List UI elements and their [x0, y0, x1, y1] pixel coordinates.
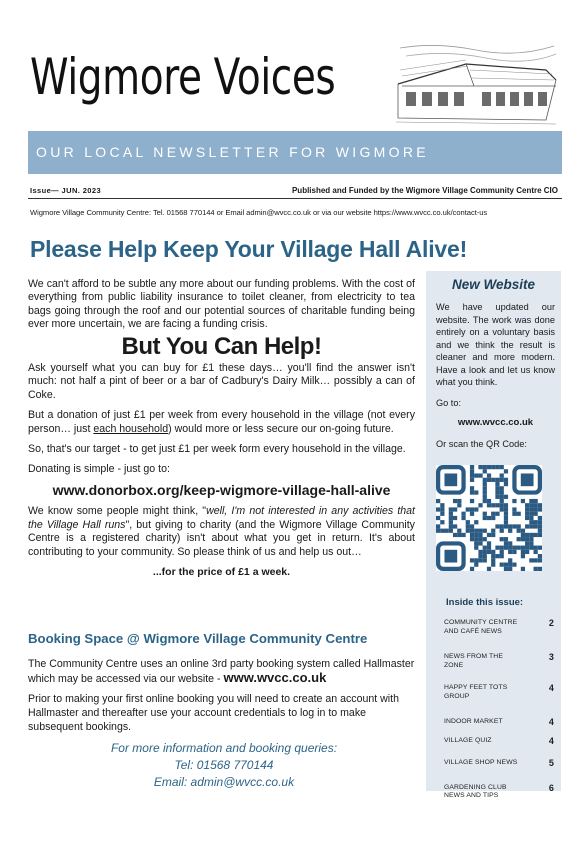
toc-item[interactable]: [444, 619, 554, 636]
info-phone[interactable]: Tel: 01568 770144: [174, 758, 274, 772]
toc-title: Inside this issue:: [446, 597, 524, 608]
website-link[interactable]: www.wvcc.co.uk: [223, 670, 327, 685]
sidebar-qr-label: Or scan the QR Code:: [436, 438, 527, 449]
price-tagline: ...for the price of £1 a week.: [152, 565, 291, 578]
toc-item-label: GARDENING CLUB NEWS AND TIPS: [444, 783, 507, 799]
info-email[interactable]: Email: admin@wvcc.co.uk: [153, 775, 295, 789]
header-rule: [28, 198, 562, 199]
toc-item-page: 4: [548, 683, 554, 693]
contact-line: Wigmore Village Community Centre: Tel. 01568 770144 or Email admin@wvcc.co.uk or via our website https://www.wvcc.co.uk/contact-us: [30, 208, 488, 217]
underlined-phrase: each household: [93, 422, 169, 435]
toc-item-page: 6: [548, 782, 554, 793]
sidebar-text: We have updated our website. The work was done entirely on a voluntary basis and we think the result is cleaner and more modern. Have a look and let us know what you think.: [436, 302, 555, 387]
issue-date: Issue— JUN. 2023: [30, 186, 102, 195]
toc-item-label: HAPPY FEET TOTS GROUP: [444, 684, 508, 700]
main-headline: Please Help Keep Your Village Hall Alive!: [30, 236, 468, 262]
toc-item-page: 3: [548, 652, 554, 662]
booking-paragraph: Prior to making your first online booking you will need to create an account with Hallmaster and thereafter use your account credentials to log in to make subsequent bookings.: [28, 693, 399, 733]
toc-item[interactable]: [444, 684, 554, 701]
publisher-line: Published and Funded by the Wigmore Village Community Centre CIO: [291, 186, 558, 195]
toc-item-page: 4: [548, 717, 554, 727]
toc-item[interactable]: [444, 784, 554, 801]
info-heading: For more information and booking queries:: [110, 741, 338, 755]
booking-section: [28, 632, 420, 791]
table-of-contents: [444, 619, 554, 801]
toc-item-page: 4: [548, 735, 554, 746]
article-paragraph: But a donation of just £1 per week from every household in the village (not every person… just each household) would more or less secure our on-going future.: [28, 409, 415, 435]
toc-item[interactable]: [444, 759, 554, 768]
sidebar: [426, 271, 561, 799]
article-paragraph: So, that's our target - to get just £1 per week form every household in the village.: [28, 443, 406, 456]
toc-item[interactable]: [444, 718, 554, 727]
masthead-title: Wigmore Voices: [30, 48, 336, 106]
toc-item-label: NEWS FROM THE ZONE: [444, 653, 503, 669]
toc-item-label: VILLAGE SHOP NEWS: [444, 759, 518, 766]
booking-paragraph: The Community Centre uses an online 3rd party booking system called Hallmaster which may be accessed via our website - www.wvcc.co.uk: [28, 658, 415, 685]
booking-heading: Booking Space @ Wigmore Village Community Centre: [28, 631, 368, 646]
sidebar-title: New Website: [451, 277, 536, 292]
newsletter-banner: [28, 131, 562, 174]
village-hall-sketch: [396, 40, 558, 128]
booking-contact-info: [28, 740, 420, 791]
qr-code[interactable]: [436, 465, 542, 571]
sidebar-body: [436, 301, 555, 458]
toc-item-label: COMMUNITY CENTRE AND CAFÉ NEWS: [444, 619, 518, 635]
toc-item-page: 2: [548, 618, 554, 628]
main-article: [28, 278, 415, 579]
article-paragraph: Donating is simple - just go to:: [28, 463, 170, 476]
sidebar-website-link[interactable]: www.wvcc.co.uk: [457, 417, 534, 428]
article-paragraph: We know some people might think, "well, I'm not interested in any activities that the Village Hall runs", but giving to charity (and the Wigmore Village Community Centre is a registered charity) isn't about what you get in return. It's about contributing to your community. So please think of us and help us out…: [28, 505, 415, 558]
sub-headline: But You Can Help!: [121, 332, 322, 360]
toc-item[interactable]: [444, 653, 554, 670]
toc-item-page: 5: [548, 758, 554, 768]
article-paragraph: We can't afford to be subtle any more about our funding problems. With the cost of everything from public liability insurance to toilet cleaner, from electricity to tea bags going through the roof and our potential sources of charitable funding being ever more uncertain, we are facing a funding crisis.: [28, 278, 415, 331]
toc-item[interactable]: [444, 737, 554, 746]
banner-text: OUR LOCAL NEWSLETTER FOR WIGMORE: [36, 144, 429, 160]
sidebar-goto: Go to:: [436, 397, 462, 408]
donation-link[interactable]: www.donorbox.org/keep-wigmore-village-hall-alive: [52, 481, 391, 498]
toc-item-label: VILLAGE QUIZ: [444, 736, 492, 744]
toc-item-label: INDOOR MARKET: [444, 718, 503, 725]
article-paragraph: Ask yourself what you can buy for £1 these days… you'll find the answer isn't much: not half a pint of beer or a bar of Cadbury's Dairy Milk… possibly a can of Coke.: [28, 362, 415, 401]
quoted-thought: well, I'm not interested in any activities that the Village Hall runs: [28, 505, 415, 531]
